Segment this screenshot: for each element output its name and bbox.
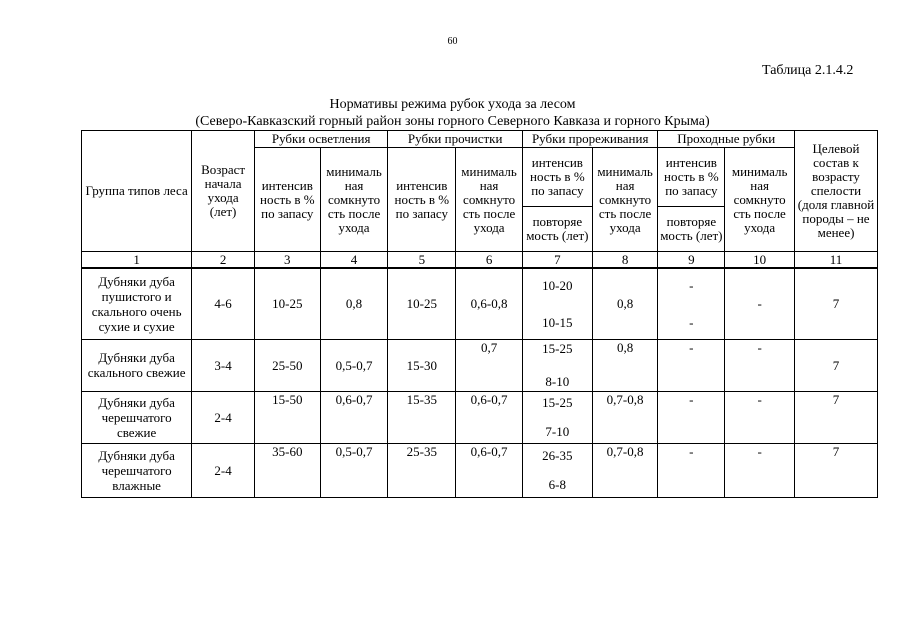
header-phd-repeat: повторяе мость (лет) [658, 207, 725, 252]
cell-phd-intensity-repeat [658, 268, 725, 339]
column-number: 9 [658, 252, 725, 269]
cell-prz-repeat: 10-15 [542, 314, 573, 330]
cell-pro-intensity: 15-35 [388, 391, 456, 443]
cell-osv-min-closure: 0,6-0,7 [320, 391, 388, 443]
cell-pro-min-closure: 0,6-0,7 [456, 443, 523, 497]
header-phd-min-closure: минималь ная сомкнуто сть после ухода [725, 148, 795, 252]
cell-prz-intensity-repeat [522, 391, 592, 443]
cell-phd-intensity: - [658, 339, 725, 391]
cell-prz-repeat: 7-10 [545, 424, 570, 439]
cell-pro-min-closure: 0,6-0,7 [456, 391, 523, 443]
cell-group: Дубняки дуба пушистого и скального очень сухие и сухие [82, 268, 192, 339]
header-group: Группа типов леса [82, 131, 192, 252]
cell-prz-intensity: 26-35 [542, 448, 573, 463]
cell-age: 2-4 [192, 443, 255, 497]
cell-age: 4-6 [192, 268, 255, 339]
cell-phd-repeat: - [689, 314, 694, 330]
cell-group: Дубняки дуба черешчатого влажные [82, 443, 192, 497]
column-number: 4 [320, 252, 388, 269]
cell-pro-min-closure: 0,6-0,8 [456, 268, 523, 339]
table-title: Нормативы режима рубок ухода за лесом [329, 97, 576, 112]
norms-table-wrapper [81, 130, 878, 498]
page-number: 60 [447, 36, 458, 47]
header-prochistki: Рубки прочистки [388, 131, 523, 148]
cell-prz-intensity: 10-20 [542, 277, 573, 293]
cell-group: Дубняки дуба черешчатого свежие [82, 391, 192, 443]
header-pro-intensity: интенсив ность в % по запасу [388, 148, 456, 252]
cell-pro-intensity: 10-25 [388, 268, 456, 339]
cell-prz-repeat: 6-8 [548, 477, 567, 492]
cell-prz-min-closure: 0,7-0,8 [592, 391, 658, 443]
table-row [82, 268, 878, 339]
column-number: 2 [192, 252, 255, 269]
cell-phd-min-closure: - [725, 339, 795, 391]
cell-phd-intensity: - [689, 277, 694, 293]
header-prz-repeat: повторяе мость (лет) [522, 207, 592, 252]
cell-phd-min-closure: - [725, 391, 795, 443]
cell-prz-intensity-repeat [522, 339, 592, 391]
column-number: 7 [522, 252, 592, 269]
table-subtitle: (Северо-Кавказский горный район зоны горного Северного Кавказа и горного Крыма) [195, 114, 710, 129]
header-prz-intensity: интенсив ность в % по запасу [522, 148, 592, 207]
header-phd-intensity: интенсив ность в % по запасу [658, 148, 725, 207]
table-label: Таблица 2.1.4.2 [762, 63, 854, 78]
cell-osv-intensity: 35-60 [254, 443, 320, 497]
cell-osv-min-closure: 0,5-0,7 [320, 443, 388, 497]
cell-phd-min-closure: - [725, 268, 795, 339]
cell-prz-min-closure: 0,7-0,8 [592, 443, 658, 497]
cell-osv-intensity: 10-25 [254, 268, 320, 339]
cell-phd-intensity: - [658, 443, 725, 497]
cell-prz-intensity: 15-25 [542, 395, 573, 410]
table-row [82, 339, 878, 391]
cell-prz-min-closure: 0,8 [592, 339, 658, 391]
header-osv-min-closure: минималь ная сомкнуто сть после ухода [320, 148, 388, 252]
header-target: Целевой состав к возрасту спелости (доля главной породы – не менее) [795, 131, 878, 252]
column-number: 8 [592, 252, 658, 269]
table-row [82, 443, 878, 497]
cell-prz-min-closure: 0,8 [592, 268, 658, 339]
header-prorezhivaniya: Рубки прореживания [522, 131, 658, 148]
cell-pro-intensity: 15-30 [388, 339, 456, 391]
norms-table [81, 130, 878, 498]
cell-age: 3-4 [192, 339, 255, 391]
header-prohodnye: Проходные рубки [658, 131, 795, 148]
header-prz-min-closure: минималь ная сомкнуто сть после ухода [592, 148, 658, 252]
cell-phd-min-closure: - [725, 443, 795, 497]
cell-osv-min-closure: 0,8 [320, 268, 388, 339]
header-osvetleniya: Рубки осветления [254, 131, 388, 148]
table-row [82, 391, 878, 443]
cell-prz-intensity-repeat [522, 443, 592, 497]
cell-pro-intensity: 25-35 [388, 443, 456, 497]
cell-age: 2-4 [192, 391, 255, 443]
column-number: 11 [795, 252, 878, 269]
column-number: 10 [725, 252, 795, 269]
cell-target: 7 [795, 391, 878, 443]
cell-prz-intensity-repeat [522, 268, 592, 339]
column-number: 5 [388, 252, 456, 269]
cell-phd-intensity: - [658, 391, 725, 443]
cell-osv-min-closure: 0,5-0,7 [320, 339, 388, 391]
column-number: 3 [254, 252, 320, 269]
cell-group: Дубняки дуба скального свежие [82, 339, 192, 391]
cell-osv-intensity: 25-50 [254, 339, 320, 391]
column-number: 6 [456, 252, 523, 269]
cell-target: 7 [795, 268, 878, 339]
cell-prz-repeat: 8-10 [545, 374, 570, 389]
column-number: 1 [82, 252, 192, 269]
header-pro-min-closure: минималь ная сомкнуто сть после ухода [456, 148, 523, 252]
cell-target: 7 [795, 339, 878, 391]
header-age: Возраст начала ухода (лет) [192, 131, 255, 252]
cell-target: 7 [795, 443, 878, 497]
header-osv-intensity: интенсив ность в % по запасу [254, 148, 320, 252]
cell-prz-intensity: 15-25 [542, 341, 573, 356]
cell-osv-intensity: 15-50 [254, 391, 320, 443]
cell-pro-min-closure: 0,7 [456, 339, 523, 391]
